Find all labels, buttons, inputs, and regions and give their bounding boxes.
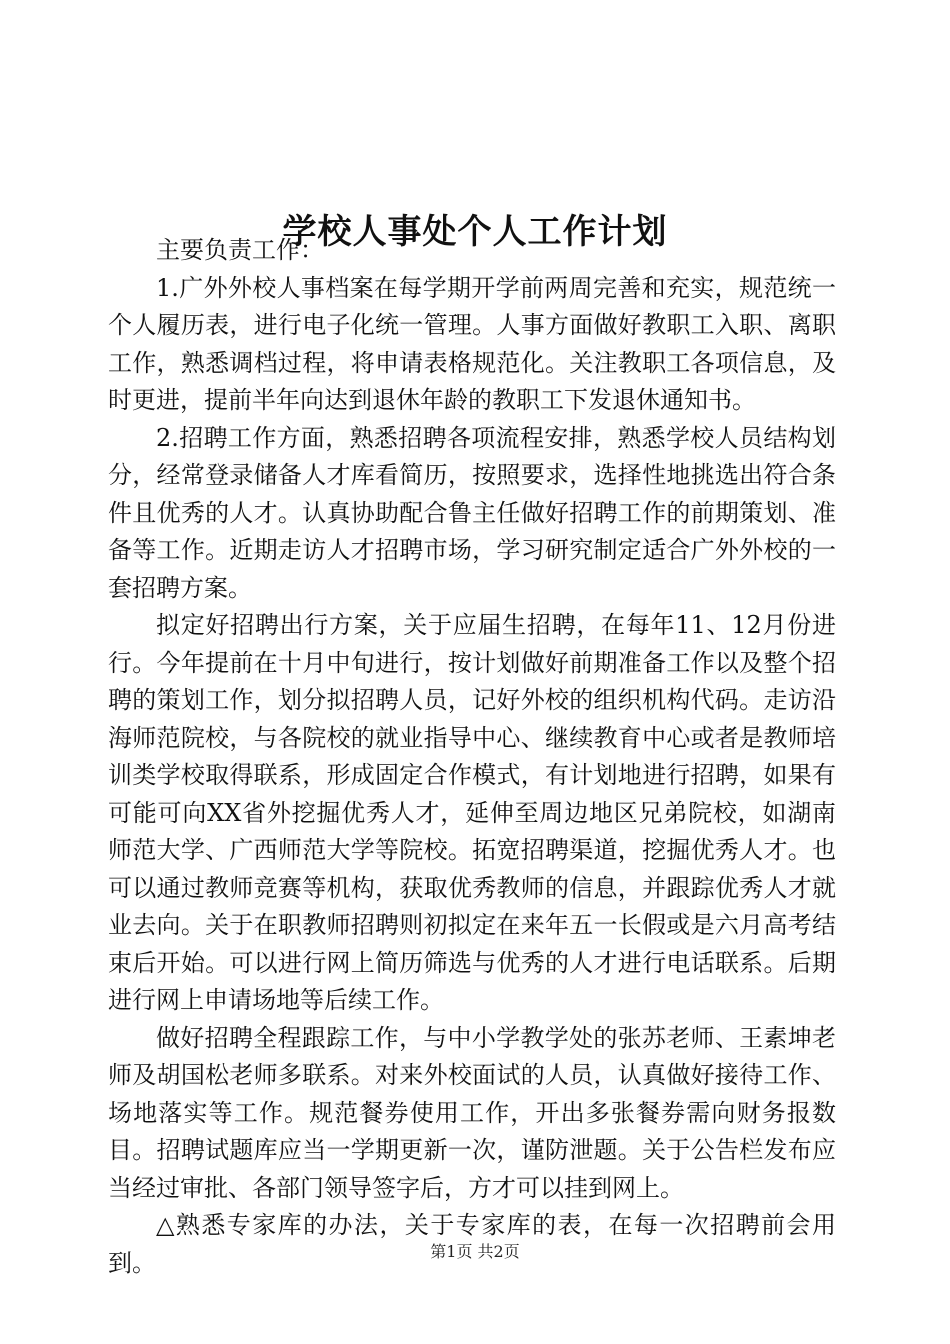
document-body: [108, 232, 836, 1282]
paragraph-recruitment-plan: 拟定好招聘出行方案，关于应届生招聘，在每年11、12月份进行。今年提前在十月中旬进行，按计划做好前期准备工作以及整个招聘的策划工作，划分拟招聘人员，记好外校的组织机构代码。走访沿海师范院校，与各院校的就业指导中心、继续教育中心或者是教师培训类学校取得联系，形成固定合作模式，有计划地进行招聘，如果有可能可向XX省外挖掘优秀人才，延伸至周边地区兄弟院校，如湖南师范大学、广西师范大学等院校。拓宽招聘渠道，挖掘优秀人才。也可以通过教师竞赛等机构，获取优秀教师的信息，并跟踪优秀人才就业去向。关于在职教师招聘则初拟定在来年五一长假或是六月高考结束后开始。可以进行网上简历筛选与优秀的人才进行电话联系。后期进行网上申请场地等后续工作。: [108, 611, 836, 1014]
document-title: 学校人事处个人工作计划: [282, 211, 668, 252]
paragraph-recruitment: 2.招聘工作方面，熟悉招聘各项流程安排，熟悉学校人员结构划分，经常登录储备人才库看简历，按照要求，选择性地挑选出符合条件且优秀的人才。认真协助配合鲁主任做好招聘工作的前期策划、准备等工作。近期走访人才招聘市场，学习研究制定适合广外外校的一套招聘方案。: [108, 423, 836, 602]
paragraph-personnel-files: 1.广外外校人事档案在每学期开学前两周完善和充实，规范统一个人履历表，进行电子化统一管理。人事方面做好教职工入职、离职工作，熟悉调档过程，将申请表格规范化。关注教职工各项信息，及时更进，提前半年向达到退休年龄的教职工下发退休通知书。: [108, 273, 836, 414]
paragraph-recruitment-tracking: 做好招聘全程跟踪工作，与中小学教学处的张苏老师、王素坤老师及胡国松老师多联系。对来外校面试的人员，认真做好接待工作、场地落实等工作。规范餐券使用工作，开出多张餐券需向财务报数目。招聘试题库应当一学期更新一次，谨防泄题。关于公告栏发布应当经过审批、各部门领导签字后，方才可以挂到网上。: [108, 1023, 836, 1202]
paragraph-expert-database: △熟悉专家库的办法，关于专家库的表，在每一次招聘前会用到。: [108, 1211, 836, 1277]
page-number-footer: 第1页 共2页: [430, 1242, 520, 1261]
paragraph-duties-heading: 主要负责工作：: [156, 236, 324, 264]
